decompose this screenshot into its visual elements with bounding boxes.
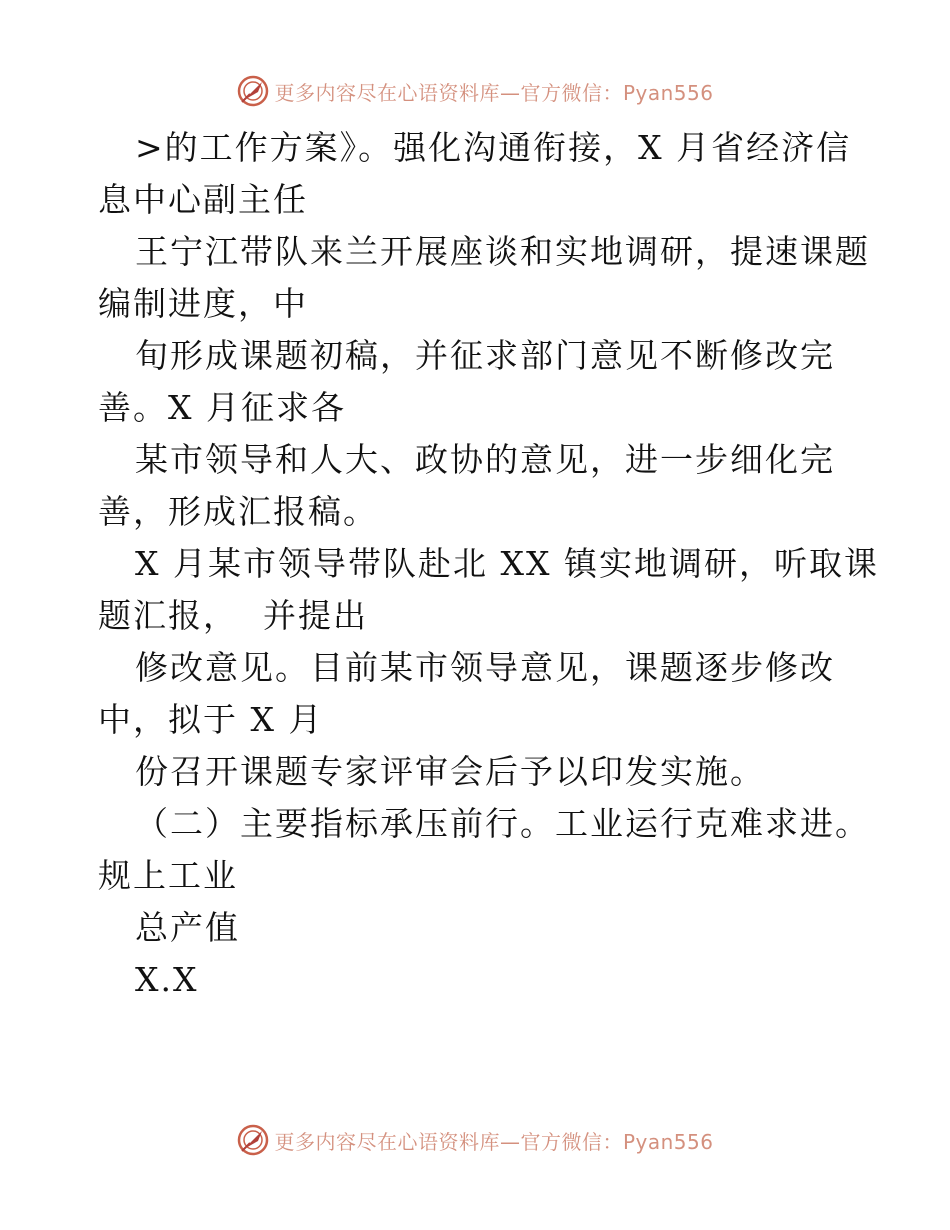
text-line: 善。X 月征求各 — [98, 388, 346, 427]
text-line: 修改意见。目前某市领导意见，课题逐步修改 — [135, 648, 835, 687]
text-line: 旬形成课题初稿，并征求部门意见不断修改完 — [135, 336, 835, 375]
text-line: 某市领导和人大、政协的意见，进一步细化完 — [135, 440, 835, 479]
feather-logo-icon — [236, 1123, 270, 1157]
text-line: （二）主要指标承压前行。工业运行克难求进。 — [135, 804, 870, 843]
footer-watermark — [0, 1120, 950, 1160]
text-line: 编制进度，中 — [98, 284, 308, 323]
text-line: X.X — [135, 960, 199, 999]
text-line: 善，形成汇报稿。 — [98, 492, 378, 531]
text-line: 题汇报， 并提出 — [98, 596, 368, 635]
text-line: X 月某市领导带队赴北 XX 镇实地调研，听取课 — [135, 544, 879, 583]
watermark-text: 更多内容尽在心语资料库—官方微信：Pyan556 — [274, 80, 714, 105]
text-line: >的工作方案》。强化沟通衔接，X 月省经济信 — [135, 128, 852, 167]
watermark-text: 更多内容尽在心语资料库—官方微信：Pyan556 — [274, 1129, 714, 1154]
text-line: 王宁江带队来兰开展座谈和实地调研，提速课题 — [135, 232, 870, 271]
text-line: 息中心副主任 — [98, 180, 308, 219]
header-watermark — [0, 71, 950, 111]
feather-logo-icon — [236, 74, 270, 108]
text-line: 总产值 — [135, 908, 240, 947]
document-body — [98, 122, 879, 1006]
text-line: 规上工业 — [98, 856, 238, 895]
text-line: 中，拟于 X 月 — [98, 700, 324, 739]
text-line: 份召开课题专家评审会后予以印发实施。 — [135, 752, 765, 791]
